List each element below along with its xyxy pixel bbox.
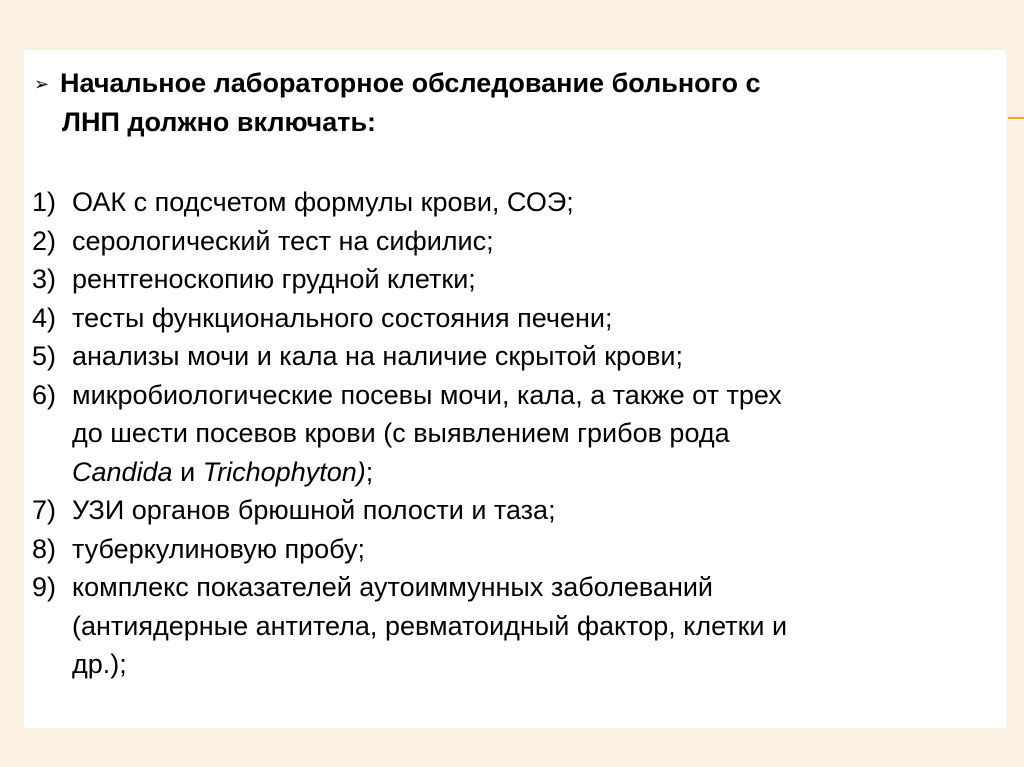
- list-item: [32, 568, 982, 684]
- item-number: 4): [32, 302, 57, 333]
- list-item: [32, 260, 982, 299]
- item-end: ;: [365, 456, 374, 487]
- heading-line-2: ЛНП должно включать:: [62, 107, 377, 137]
- exam-list: [32, 183, 982, 684]
- item-number: 3): [32, 264, 57, 294]
- item-text: туберкулиновую пробу;: [72, 533, 365, 564]
- item-text-line-3: [72, 453, 982, 492]
- list-item: [32, 337, 982, 376]
- item-text-line-2: до шести посевов крови (с выявлением грибов рода: [72, 418, 730, 448]
- item-number: 8): [32, 533, 57, 564]
- item-number: 6): [32, 379, 57, 410]
- accent-line: [1008, 117, 1024, 119]
- conjunction: и: [172, 456, 203, 487]
- item-number: 7): [32, 495, 57, 525]
- list-item: [32, 222, 982, 261]
- item-text-line-1: комплекс показателей аутоиммунных заболеваний: [72, 572, 714, 602]
- arrow-bullet-icon: ➢: [34, 74, 50, 94]
- genus-trichophyton: Trichophyton): [202, 456, 366, 487]
- item-text: анализы мочи и кала на наличие скрытой крови;: [72, 341, 684, 371]
- item-text: серологический тест на сифилис;: [72, 225, 494, 256]
- heading: [34, 64, 974, 141]
- genus-candida: Candida: [72, 456, 173, 487]
- heading-line-1: Начальное лабораторное обследование больного с: [60, 68, 761, 98]
- list-item: [32, 376, 982, 492]
- item-text: ОАК с подсчетом формулы крови, СОЭ;: [72, 187, 574, 217]
- item-number: 1): [32, 187, 57, 217]
- list-item: [32, 299, 982, 338]
- item-text-line-1: микробиологические посевы мочи, кала, а также от трех: [72, 379, 782, 410]
- item-text-line-3: др.);: [72, 649, 127, 679]
- list-item: [32, 530, 982, 569]
- item-text: УЗИ органов брюшной полости и таза;: [72, 495, 556, 525]
- item-text: рентгеноскопию грудной клетки;: [72, 264, 476, 294]
- item-number: 9): [32, 572, 57, 602]
- list-item: [32, 183, 982, 222]
- item-text: тесты функционального состояния печени;: [72, 302, 613, 333]
- list-item: [32, 491, 982, 530]
- item-number: 2): [32, 225, 57, 256]
- item-number: 5): [32, 341, 57, 371]
- item-text-line-2: (антиядерные антитела, ревматоидный фактор, клетки и: [72, 610, 788, 641]
